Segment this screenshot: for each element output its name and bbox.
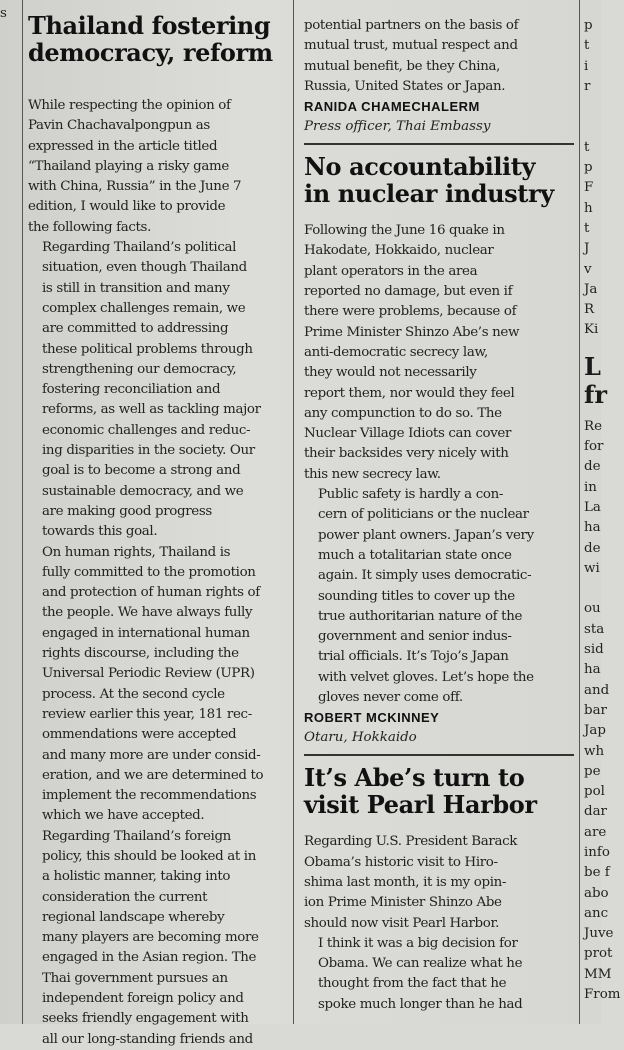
text-line: trial officials. It’s Tojo’s Japan [318, 649, 509, 665]
text-line: are [584, 824, 607, 840]
text-line: rights discourse, including the [42, 646, 239, 662]
text-line: economic challenges and reduc- [42, 422, 251, 438]
left-edge-column [0, 2, 10, 24]
paragraph-big-decision [304, 934, 574, 1015]
text-line: Nuclear Village Idiots can cover [304, 426, 512, 442]
text-line: Ki [584, 322, 599, 338]
paragraph-human-rights [28, 543, 290, 827]
text-line: abo [584, 885, 609, 901]
text-line: eration, and we are determined to [42, 767, 264, 783]
headline-nuclear: No accountability in nuclear industry [304, 152, 554, 209]
text-line: Russia, United States or Japan. [304, 78, 506, 94]
headline-thailand: Thailand fostering democracy, reform [28, 11, 273, 67]
text-line: Public safety is hardly a con- [318, 487, 504, 503]
text-line: de [584, 540, 601, 556]
text-line: this new secrecy law. [304, 466, 441, 482]
right-headline-fragment [584, 353, 624, 409]
text-line: R [584, 302, 595, 318]
divider-2 [304, 754, 574, 756]
text-line: engaged in international human [42, 625, 250, 641]
text-line: Pavin Chachavalpongpun as [28, 118, 210, 134]
text-line: process. At the second cycle [42, 686, 225, 702]
text-line: any compunction to do so. The [304, 405, 502, 421]
text-line: J [584, 241, 590, 257]
text-line: these political problems through [42, 341, 253, 357]
paragraph-foreign-policy [28, 827, 290, 1050]
text-line: the following facts. [28, 219, 151, 235]
text-line: t [584, 220, 590, 236]
paragraph-public-safety [304, 485, 574, 708]
text-line: pe [584, 763, 601, 779]
text-line: Universal Periodic Review (UPR) [42, 666, 255, 682]
text-line: true authoritarian nature of the [318, 608, 523, 624]
text-line: wh [584, 743, 605, 759]
text-line: independent foreign policy and [42, 991, 244, 1007]
text-line: and protection of human rights of [42, 585, 260, 601]
text-line: ou [584, 601, 601, 617]
text-line: r [584, 78, 591, 94]
text-line: edition, I would like to provide [28, 199, 226, 215]
text-line: report them, nor would they feel [304, 385, 515, 401]
text-line: power plant owners. Japan’s very [318, 527, 534, 543]
text-line: for [584, 439, 604, 455]
text-line: fully committed to the promotion [42, 564, 256, 580]
text-line: “Thailand playing a risky game [28, 158, 229, 174]
text-line: Regarding Thailand’s political [42, 240, 237, 256]
text-line: sta [584, 621, 605, 637]
text-line: mutual trust, mutual respect and [304, 38, 518, 54]
paragraph-continued [304, 16, 574, 97]
location-ranida: Press officer, Thai Embassy [304, 119, 491, 135]
text-line: Obama’s historic visit to Hiro- [304, 854, 498, 870]
text-line: info [584, 844, 610, 860]
location-mckinney: Otaru, Hokkaido [304, 730, 417, 746]
text-line: On human rights, Thailand is [42, 544, 231, 560]
text-line: strengthening our democracy, [42, 361, 237, 377]
text-line: Ja [584, 281, 598, 297]
text-line: fostering reconciliation and [42, 382, 221, 398]
text-line: plant operators in the area [304, 263, 478, 279]
text-line: Hakodate, Hokkaido, nuclear [304, 243, 494, 259]
text-line: F [584, 180, 594, 196]
text-line: are committed to addressing [42, 321, 229, 337]
text-line: review earlier this year, 181 rec- [42, 706, 252, 722]
column-rule-middle [293, 0, 294, 1024]
text-line: implement the recommendations [42, 788, 257, 804]
text-line [584, 97, 624, 117]
signature-ranida: RANIDA CHAMECHALERM [304, 99, 480, 115]
text-line: reforms, as well as tackling major [42, 402, 261, 418]
paragraph-intro [28, 96, 290, 238]
text-line: potential partners on the basis of [304, 18, 519, 33]
text-line: regional landscape whereby [42, 909, 225, 925]
text-line: ha [584, 662, 601, 678]
divider-1 [304, 143, 574, 145]
headline-pearl-harbor: It’s Abe’s turn to visit Pearl Harbor [304, 763, 537, 820]
text-line: all our long-standing friends and [42, 1031, 253, 1047]
text-line: a holistic manner, taking into [42, 869, 231, 885]
text-line: cern of politicians or the nuclear [318, 507, 529, 523]
left-edge-letter: s [0, 6, 7, 21]
text-line: are making good progress [42, 503, 212, 519]
text-line: policy, this should be looked at in [42, 848, 257, 864]
text-line: de [584, 459, 601, 475]
text-line: Re [584, 418, 603, 434]
text-line: anc [584, 905, 609, 921]
text-line: gloves never come off. [318, 690, 463, 706]
text-line: Prime Minister Shinzo Abe’s new [304, 324, 520, 340]
text-line: bar [584, 702, 607, 718]
text-line: which we have accepted. [42, 808, 205, 824]
text-line: La [584, 499, 601, 515]
text-line: complex challenges remain, we [42, 300, 246, 316]
text-line: Thai government pursues an [42, 970, 228, 986]
text-line: MM [584, 966, 612, 982]
text-line: p [584, 160, 593, 176]
text-line: L [584, 351, 601, 381]
text-line: sounding titles to cover up the [318, 588, 515, 604]
text-line: there were problems, because of [304, 304, 517, 320]
text-line: t [584, 139, 590, 155]
text-line: I think it was a big decision for [318, 935, 518, 951]
text-line: ion Prime Minister Shinzo Abe [304, 895, 502, 911]
text-line: sustainable democracy, and we [42, 483, 244, 499]
text-line: the people. We have always fully [42, 605, 253, 621]
right-cropped-column [584, 16, 624, 1005]
text-line: reported no damage, but even if [304, 284, 513, 300]
middle-column [304, 16, 574, 1015]
text-line: be f [584, 865, 610, 881]
text-line: Regarding Thailand’s foreign [42, 828, 231, 844]
text-line: they would not necessarily [304, 365, 477, 381]
text-line: with China, Russia” in the June 7 [28, 179, 242, 195]
text-line: consideration the current [42, 889, 208, 905]
text-line: is still in transition and many [42, 280, 230, 296]
text-line: ing disparities in the society. Our [42, 443, 255, 459]
text-line: From [584, 987, 621, 1003]
text-line: i [584, 58, 589, 74]
letter-thailand [28, 12, 290, 1050]
text-line: dar [584, 804, 607, 820]
right-fragments-top [584, 16, 624, 138]
text-line: sid [584, 642, 604, 658]
text-line: While respecting the opinion of [28, 98, 231, 113]
text-line: with velvet gloves. Let’s hope the [318, 669, 534, 685]
text-line: prot [584, 946, 613, 962]
signature-mckinney: ROBERT MCKINNEY [304, 710, 440, 726]
text-line: again. It simply uses democratic- [318, 568, 532, 584]
text-line: government and senior indus- [318, 629, 512, 645]
text-line: Juve [584, 926, 614, 942]
text-line: engaged in the Asian region. The [42, 950, 257, 966]
column-rule-right [579, 0, 580, 1024]
text-line: and many more are under consid- [42, 747, 261, 763]
text-line: pol [584, 784, 605, 800]
text-line: mutual benefit, be they China, [304, 58, 501, 74]
text-line: v [584, 261, 592, 277]
text-line: thought from the fact that he [318, 976, 507, 992]
text-line: Regarding U.S. President Barack [304, 834, 518, 850]
text-line: seeks friendly engagement with [42, 1011, 249, 1027]
paragraph-quake [304, 221, 574, 485]
text-line: h [584, 200, 593, 216]
text-line: should now visit Pearl Harbor. [304, 915, 499, 931]
text-line: Following the June 16 quake in [304, 223, 505, 239]
text-line [584, 579, 624, 599]
text-line: anti-democratic secrecy law, [304, 344, 488, 360]
text-line: in [584, 479, 597, 495]
text-line: wi [584, 560, 600, 576]
text-line: expressed in the article titled [28, 138, 218, 154]
text-line: t [584, 38, 590, 54]
text-line: spoke much longer than he had [318, 996, 523, 1012]
text-line: and [584, 682, 610, 698]
text-line: p [584, 18, 593, 33]
column-rule-left [22, 0, 23, 1024]
text-line: towards this goal. [42, 524, 158, 540]
text-line: much a totalitarian state once [318, 547, 512, 563]
text-line: fr [584, 379, 607, 409]
text-line: Obama. We can realize what he [318, 956, 523, 972]
text-line [584, 117, 624, 137]
text-line: ommendations were accepted [42, 727, 237, 743]
text-line: Jap [584, 723, 606, 739]
paragraph-political [28, 238, 290, 542]
text-line: their backsides very nicely with [304, 446, 509, 462]
text-line: shima last month, it is my opin- [304, 874, 507, 890]
text-line: ha [584, 520, 601, 536]
text-line: many players are becoming more [42, 930, 259, 946]
text-line: situation, even though Thailand [42, 260, 247, 276]
text-line: goal is to become a strong and [42, 463, 241, 479]
right-fragments-mid [584, 138, 624, 341]
paragraph-obama-visit [304, 832, 574, 933]
right-fragments-low [584, 417, 624, 1006]
